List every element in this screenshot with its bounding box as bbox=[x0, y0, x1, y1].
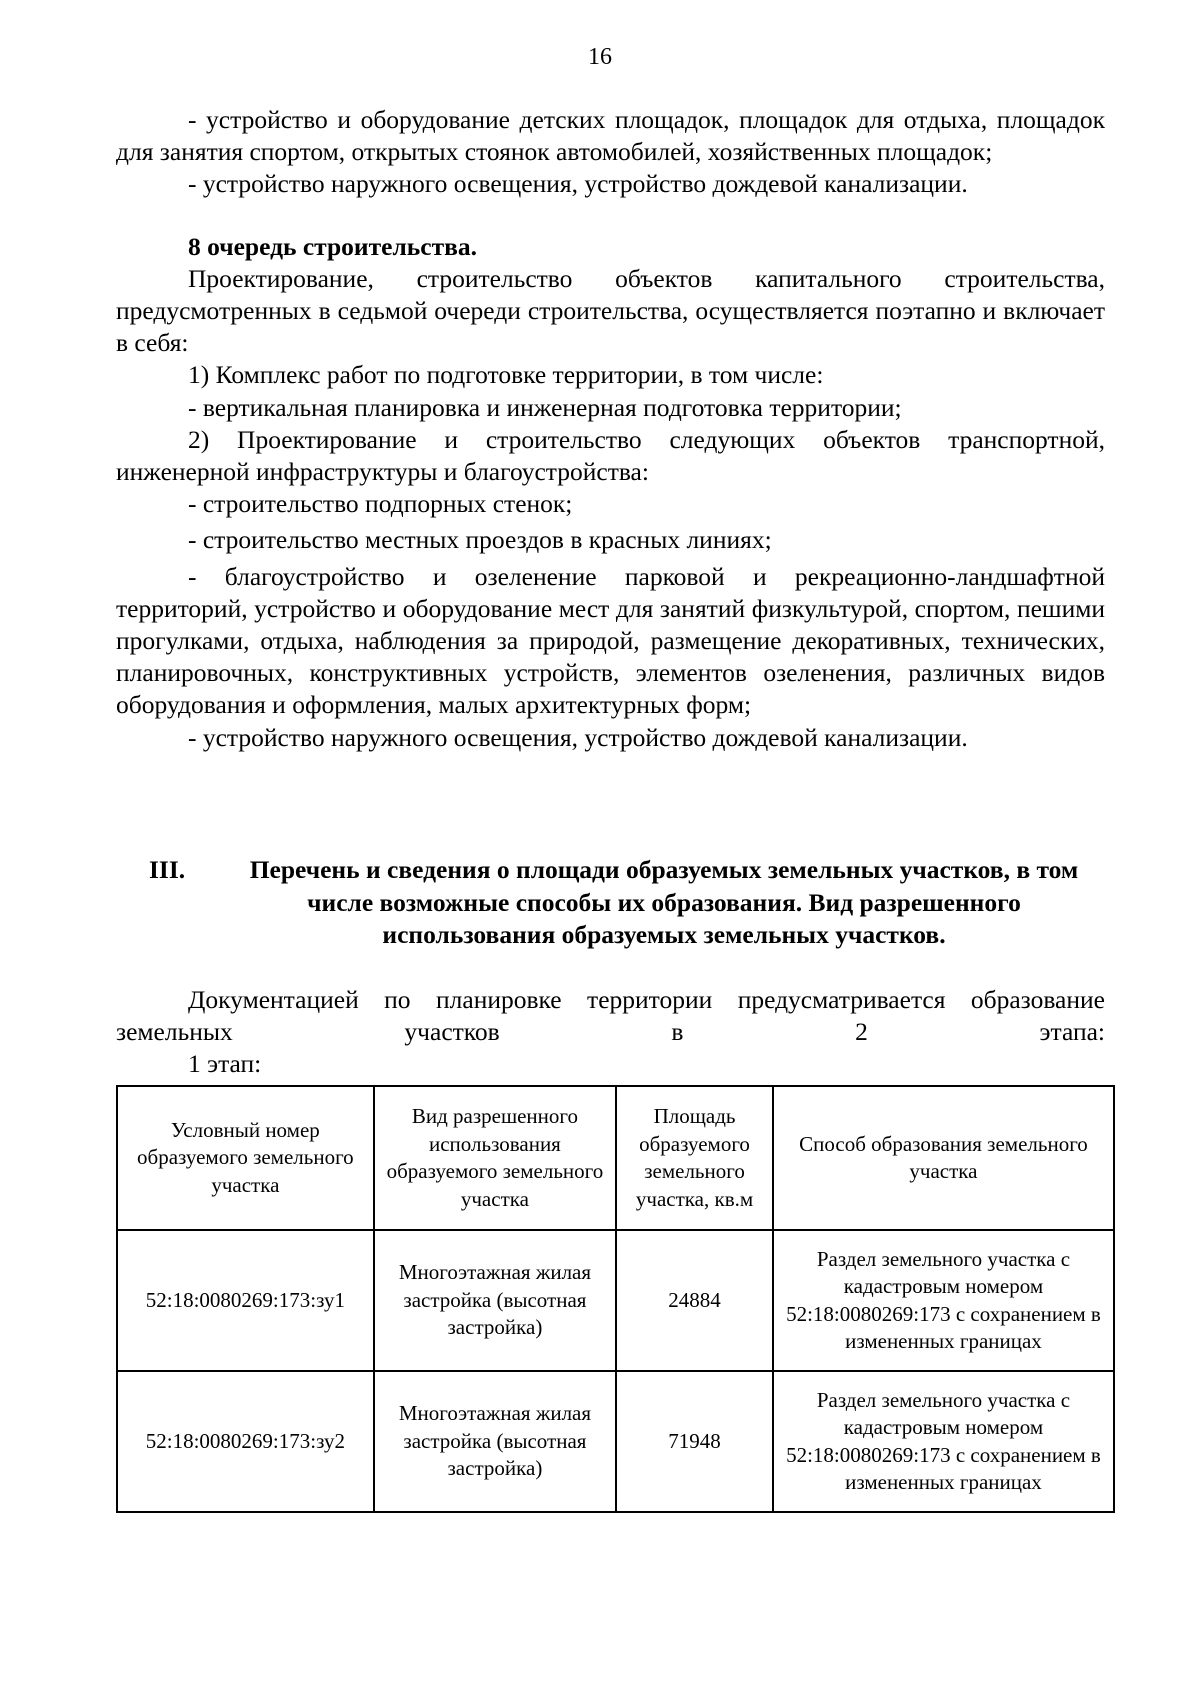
permitted-use-cell: Многоэтажная жилая застройка (высотная застройка) bbox=[374, 1371, 616, 1512]
paragraph: 1 этап: bbox=[188, 1049, 262, 1078]
column-header: Вид разрешенного использования образуемого земельного участка bbox=[374, 1086, 616, 1230]
paragraph: Документацией по планировке территории предусматривается образование земельных участков в 2 этапа: bbox=[116, 985, 1105, 1046]
page-number: 16 bbox=[588, 44, 612, 70]
plot-number-cell: 52:18:0080269:173:зу1 bbox=[117, 1230, 374, 1371]
paragraph: 2) Проектирование и строительство следующих объектов транспортной, инженерной инфраструктуры и благоустройства: bbox=[116, 424, 1105, 487]
table-row bbox=[117, 1371, 1114, 1512]
paragraph: - благоустройство и озеленение парковой и рекреационно-ландшафтной территорий, устройство и оборудование мест для занятий физкультурой, спортом, пешими прогулками, отдыха, наблюдения за природой, размещение декоративных, технических, планировочных, конструктивных устройств, элементов озеленения, различных видов оборудования и оформления, малых архитектурных форм; bbox=[116, 561, 1105, 720]
stage-heading: 8 очередь строительства. bbox=[188, 231, 477, 261]
paragraph: 1) Комплекс работ по подготовке территории, в том числе: bbox=[188, 360, 824, 390]
area-cell: 71948 bbox=[616, 1371, 773, 1512]
section-heading bbox=[116, 854, 1105, 952]
column-header: Площадь образуемого земельного участка, кв.м bbox=[616, 1086, 773, 1230]
paragraph: - устройство наружного освещения, устройство дождевой канализации. bbox=[188, 722, 968, 752]
formation-method-cell: Раздел земельного участка с кадастровым номером 52:18:0080269:173 с сохранением в измененных границах bbox=[773, 1371, 1114, 1512]
plot-number-cell: 52:18:0080269:173:зу2 bbox=[117, 1371, 374, 1512]
table-row bbox=[117, 1230, 1114, 1371]
section-number: III. bbox=[149, 855, 186, 884]
paragraph: - вертикальная планировка и инженерная подготовка территории; bbox=[188, 392, 902, 422]
formation-method-cell: Раздел земельного участка с кадастровым номером 52:18:0080269:173 с сохранением в измененных границах bbox=[773, 1230, 1114, 1371]
paragraph: - устройство наружного освещения, устройство дождевой канализации. bbox=[188, 169, 968, 199]
paragraph: - устройство и оборудование детских площадок, площадок для отдыха, площадок для занятия спортом, открытых стоянок автомобилей, хозяйственных площадок; bbox=[116, 105, 1105, 167]
paragraph: - строительство местных проездов в красных линиях; bbox=[188, 525, 772, 555]
permitted-use-cell: Многоэтажная жилая застройка (высотная застройка) bbox=[374, 1230, 616, 1371]
area-cell: 24884 bbox=[616, 1230, 773, 1371]
section-title: Перечень и сведения о площади образуемых земельных участков, в том числе возможные способы их образования. Вид разрешенного использования образуемых земельных участков. bbox=[249, 855, 1079, 950]
document-body bbox=[116, 104, 1105, 754]
table-header-row bbox=[117, 1086, 1114, 1230]
column-header: Способ образования земельного участка bbox=[773, 1086, 1114, 1230]
column-header: Условный номер образуемого земельного участка bbox=[117, 1086, 374, 1230]
paragraph: - строительство подпорных стенок; bbox=[188, 489, 573, 519]
land-plots-table bbox=[116, 1085, 1115, 1513]
paragraph: Проектирование, строительство объектов капитального строительства, предусмотренных в седьмой очереди строительства, осуществляется поэтапно и включает в себя: bbox=[116, 263, 1105, 358]
section-intro bbox=[116, 984, 1105, 1080]
